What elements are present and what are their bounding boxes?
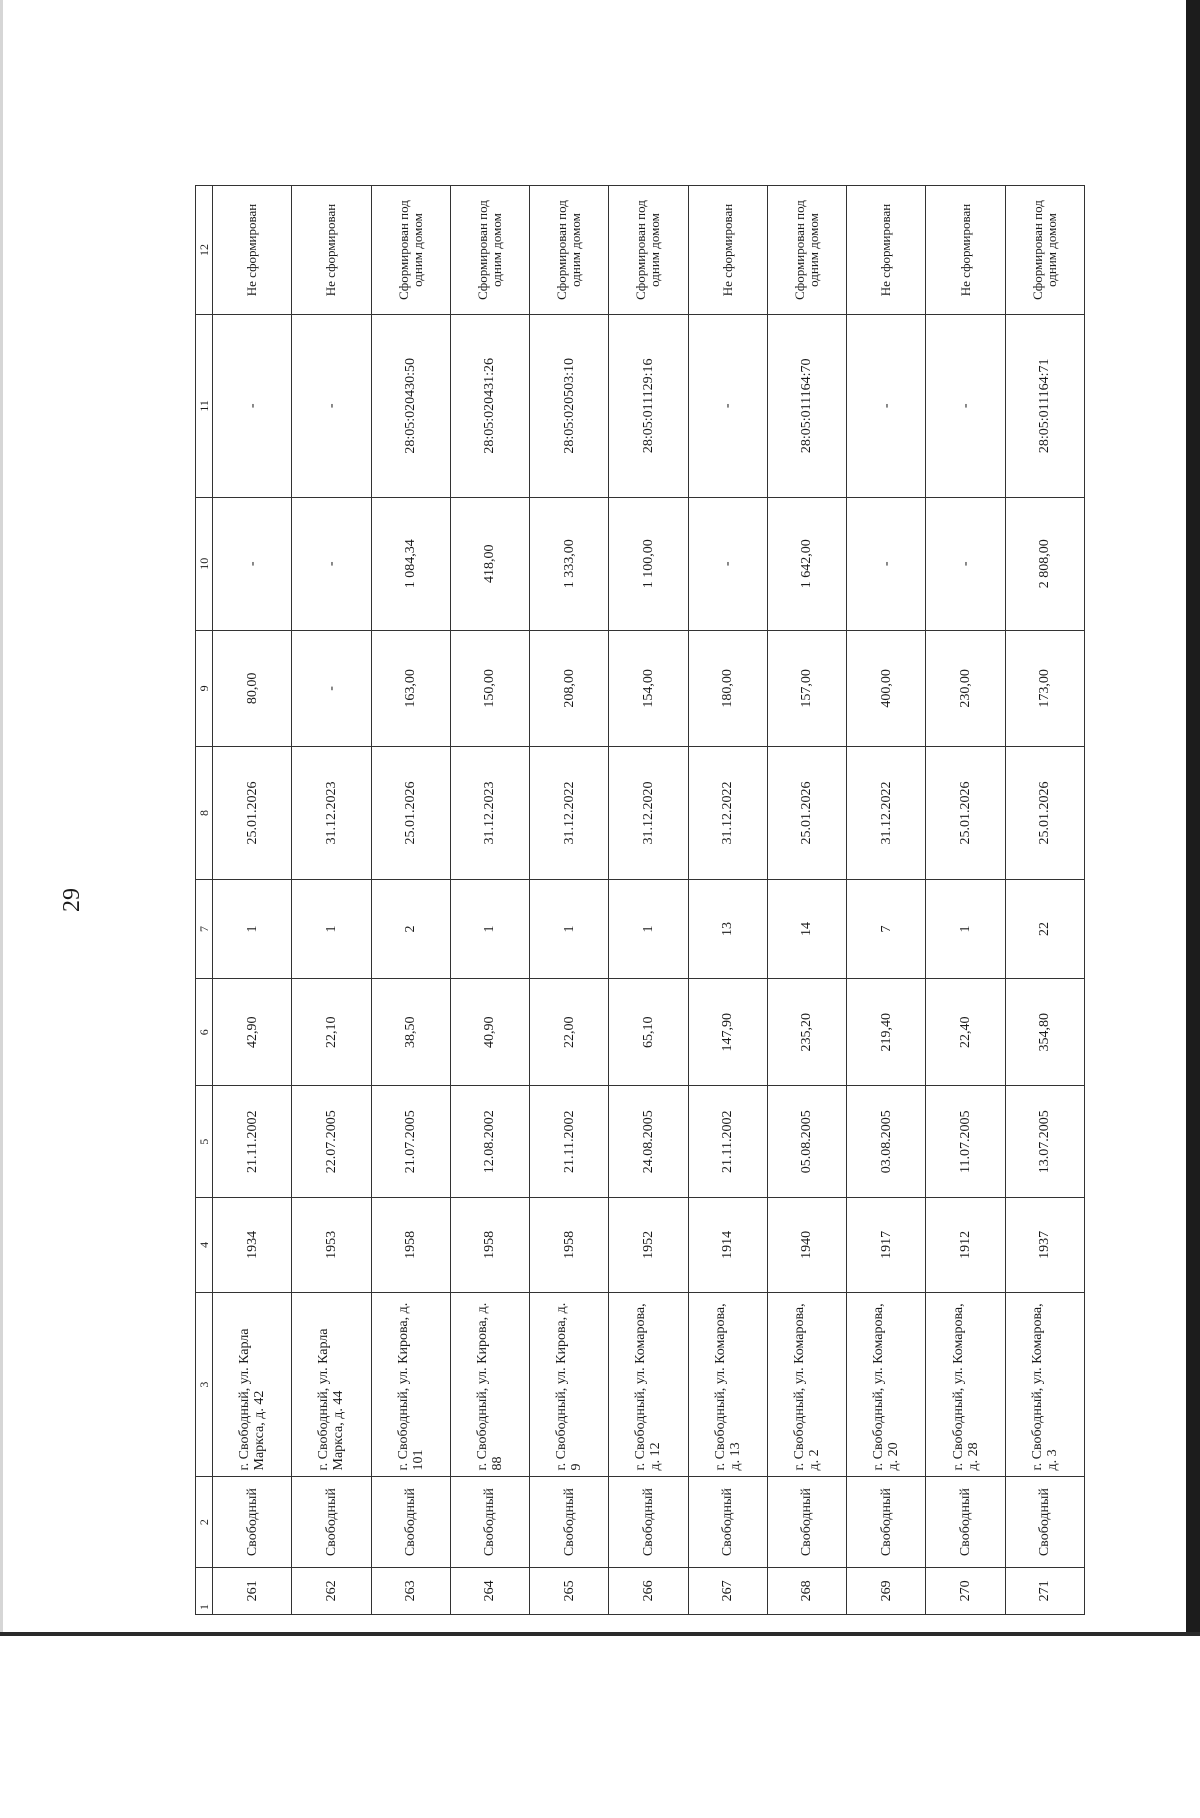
cadastral-area-cell: - bbox=[292, 497, 371, 630]
land-status-cell: Сформирован под одним домом bbox=[530, 186, 609, 315]
cadastral-number-cell: - bbox=[292, 315, 371, 498]
residents-count-cell: 1 bbox=[926, 880, 1005, 979]
table-row bbox=[609, 186, 688, 1615]
row-number-cell: 268 bbox=[767, 1567, 846, 1614]
row-number-cell: 264 bbox=[450, 1567, 529, 1614]
build-year-cell: 1958 bbox=[450, 1198, 529, 1293]
cadastral-number-cell: 28:05:011164:71 bbox=[1005, 315, 1084, 498]
land-area-cell: 157,00 bbox=[767, 630, 846, 746]
cadastral-area-cell: - bbox=[926, 497, 1005, 630]
resettlement-date-cell: 25.01.2026 bbox=[213, 746, 292, 879]
table-row bbox=[530, 186, 609, 1615]
settlement-cell: Свободный bbox=[1005, 1477, 1084, 1567]
area-cell: 354,80 bbox=[1005, 978, 1084, 1085]
table-row bbox=[767, 186, 846, 1615]
resettlement-date-cell: 31.12.2020 bbox=[609, 746, 688, 879]
build-year-cell: 1914 bbox=[688, 1198, 767, 1293]
address-cell: г. Свободный, ул. Комарова, д. 13 bbox=[688, 1292, 767, 1477]
column-header: 1 bbox=[196, 1567, 213, 1614]
resettlement-date-cell: 31.12.2023 bbox=[292, 746, 371, 879]
registration-date-cell: 13.07.2005 bbox=[1005, 1086, 1084, 1198]
column-header: 4 bbox=[196, 1198, 213, 1293]
registration-date-cell: 21.11.2002 bbox=[530, 1086, 609, 1198]
cadastral-area-cell: 1 084,34 bbox=[371, 497, 450, 630]
column-header: 3 bbox=[196, 1292, 213, 1477]
build-year-cell: 1940 bbox=[767, 1198, 846, 1293]
settlement-cell: Свободный bbox=[292, 1477, 371, 1567]
table-row bbox=[688, 186, 767, 1615]
land-area-cell: 154,00 bbox=[609, 630, 688, 746]
resettlement-date-cell: 31.12.2023 bbox=[450, 746, 529, 879]
cadastral-area-cell: 1 642,00 bbox=[767, 497, 846, 630]
build-year-cell: 1934 bbox=[213, 1198, 292, 1293]
area-cell: 40,90 bbox=[450, 978, 529, 1085]
resettlement-date-cell: 25.01.2026 bbox=[767, 746, 846, 879]
column-header: 10 bbox=[196, 497, 213, 630]
resettlement-date-cell: 25.01.2026 bbox=[1005, 746, 1084, 879]
resettlement-date-cell: 25.01.2026 bbox=[371, 746, 450, 879]
table-row bbox=[371, 186, 450, 1615]
area-cell: 219,40 bbox=[847, 978, 926, 1085]
column-header: 6 bbox=[196, 978, 213, 1085]
resettlement-date-cell: 31.12.2022 bbox=[847, 746, 926, 879]
cadastral-area-cell: - bbox=[213, 497, 292, 630]
land-area-cell: 80,00 bbox=[213, 630, 292, 746]
settlement-cell: Свободный bbox=[450, 1477, 529, 1567]
land-status-cell: Не сформирован bbox=[292, 186, 371, 315]
address-cell: г. Свободный, ул. Комарова, д. 2 bbox=[767, 1292, 846, 1477]
row-number-cell: 269 bbox=[847, 1567, 926, 1614]
table-row bbox=[213, 186, 292, 1615]
table-body bbox=[213, 186, 1085, 1615]
page-number: 29 bbox=[59, 888, 85, 912]
land-area-cell: 180,00 bbox=[688, 630, 767, 746]
address-cell: г. Свободный, ул. Карла Маркса, д. 44 bbox=[292, 1292, 371, 1477]
registration-date-cell: 21.11.2002 bbox=[213, 1086, 292, 1198]
residents-count-cell: 13 bbox=[688, 880, 767, 979]
housing-table-wrap bbox=[195, 185, 1085, 1615]
registration-date-cell: 12.08.2002 bbox=[450, 1086, 529, 1198]
column-header: 2 bbox=[196, 1477, 213, 1567]
cadastral-number-cell: 28:05:011164:70 bbox=[767, 315, 846, 498]
residents-count-cell: 2 bbox=[371, 880, 450, 979]
residents-count-cell: 1 bbox=[213, 880, 292, 979]
row-number-cell: 271 bbox=[1005, 1567, 1084, 1614]
cadastral-area-cell: 418,00 bbox=[450, 497, 529, 630]
table-row bbox=[450, 186, 529, 1615]
cadastral-area-cell: 1 333,00 bbox=[530, 497, 609, 630]
land-area-cell: 230,00 bbox=[926, 630, 1005, 746]
cadastral-number-cell: 28:05:020430:50 bbox=[371, 315, 450, 498]
row-number-cell: 270 bbox=[926, 1567, 1005, 1614]
address-cell: г. Свободный, ул. Кирова, д. 101 bbox=[371, 1292, 450, 1477]
registration-date-cell: 21.11.2002 bbox=[688, 1086, 767, 1198]
scan-margin-bottom bbox=[0, 1636, 1200, 1818]
settlement-cell: Свободный bbox=[530, 1477, 609, 1567]
area-cell: 65,10 bbox=[609, 978, 688, 1085]
registration-date-cell: 05.08.2005 bbox=[767, 1086, 846, 1198]
area-cell: 22,00 bbox=[530, 978, 609, 1085]
column-header: 11 bbox=[196, 315, 213, 498]
header-row bbox=[196, 186, 213, 1615]
land-status-cell: Сформирован под одним домом bbox=[450, 186, 529, 315]
residents-count-cell: 1 bbox=[450, 880, 529, 979]
land-status-cell: Не сформирован bbox=[213, 186, 292, 315]
table-row bbox=[1005, 186, 1084, 1615]
area-cell: 22,40 bbox=[926, 978, 1005, 1085]
residents-count-cell: 1 bbox=[292, 880, 371, 979]
row-number-cell: 266 bbox=[609, 1567, 688, 1614]
resettlement-date-cell: 31.12.2022 bbox=[688, 746, 767, 879]
table-row bbox=[292, 186, 371, 1615]
settlement-cell: Свободный bbox=[767, 1477, 846, 1567]
land-status-cell: Сформирован под одним домом bbox=[1005, 186, 1084, 315]
table-row bbox=[926, 186, 1005, 1615]
column-header: 5 bbox=[196, 1086, 213, 1198]
build-year-cell: 1917 bbox=[847, 1198, 926, 1293]
residents-count-cell: 1 bbox=[609, 880, 688, 979]
row-number-cell: 262 bbox=[292, 1567, 371, 1614]
scan-edge-right bbox=[1186, 0, 1200, 1640]
registration-date-cell: 11.07.2005 bbox=[926, 1086, 1005, 1198]
land-area-cell: 163,00 bbox=[371, 630, 450, 746]
address-cell: г. Свободный, ул. Карла Маркса, д. 42 bbox=[213, 1292, 292, 1477]
registration-date-cell: 03.08.2005 bbox=[847, 1086, 926, 1198]
land-status-cell: Сформирован под одним домом bbox=[767, 186, 846, 315]
land-status-cell: Не сформирован bbox=[847, 186, 926, 315]
residents-count-cell: 1 bbox=[530, 880, 609, 979]
cadastral-number-cell: 28:05:020503:10 bbox=[530, 315, 609, 498]
land-area-cell: 208,00 bbox=[530, 630, 609, 746]
settlement-cell: Свободный bbox=[688, 1477, 767, 1567]
table-row bbox=[847, 186, 926, 1615]
land-status-cell: Сформирован под одним домом bbox=[609, 186, 688, 315]
address-cell: г. Свободный, ул. Комарова, д. 3 bbox=[1005, 1292, 1084, 1477]
row-number-cell: 263 bbox=[371, 1567, 450, 1614]
residents-count-cell: 7 bbox=[847, 880, 926, 979]
address-cell: г. Свободный, ул. Комарова, д. 28 bbox=[926, 1292, 1005, 1477]
land-status-cell: Сформирован под одним домом bbox=[371, 186, 450, 315]
row-number-cell: 265 bbox=[530, 1567, 609, 1614]
build-year-cell: 1958 bbox=[371, 1198, 450, 1293]
registration-date-cell: 22.07.2005 bbox=[292, 1086, 371, 1198]
column-header: 9 bbox=[196, 630, 213, 746]
cadastral-area-cell: - bbox=[847, 497, 926, 630]
resettlement-date-cell: 25.01.2026 bbox=[926, 746, 1005, 879]
build-year-cell: 1937 bbox=[1005, 1198, 1084, 1293]
build-year-cell: 1958 bbox=[530, 1198, 609, 1293]
area-cell: 22,10 bbox=[292, 978, 371, 1085]
row-number-cell: 261 bbox=[213, 1567, 292, 1614]
address-cell: г. Свободный, ул. Кирова, д. 9 bbox=[530, 1292, 609, 1477]
cadastral-number-cell: - bbox=[213, 315, 292, 498]
cadastral-number-cell: - bbox=[688, 315, 767, 498]
address-cell: г. Свободный, ул. Комарова, д. 12 bbox=[609, 1292, 688, 1477]
land-area-cell: 400,00 bbox=[847, 630, 926, 746]
row-number-cell: 267 bbox=[688, 1567, 767, 1614]
column-header: 8 bbox=[196, 746, 213, 879]
residents-count-cell: 14 bbox=[767, 880, 846, 979]
cadastral-number-cell: 28:05:011129:16 bbox=[609, 315, 688, 498]
build-year-cell: 1912 bbox=[926, 1198, 1005, 1293]
column-header: 12 bbox=[196, 186, 213, 315]
cadastral-number-cell: - bbox=[847, 315, 926, 498]
registration-date-cell: 24.08.2005 bbox=[609, 1086, 688, 1198]
area-cell: 235,20 bbox=[767, 978, 846, 1085]
land-status-cell: Не сформирован bbox=[926, 186, 1005, 315]
land-area-cell: 173,00 bbox=[1005, 630, 1084, 746]
resettlement-date-cell: 31.12.2022 bbox=[530, 746, 609, 879]
build-year-cell: 1953 bbox=[292, 1198, 371, 1293]
cadastral-area-cell: 1 100,00 bbox=[609, 497, 688, 630]
registration-date-cell: 21.07.2005 bbox=[371, 1086, 450, 1198]
area-cell: 147,90 bbox=[688, 978, 767, 1085]
cadastral-area-cell: 2 808,00 bbox=[1005, 497, 1084, 630]
scan-edge-left bbox=[0, 0, 3, 1634]
settlement-cell: Свободный bbox=[926, 1477, 1005, 1567]
land-status-cell: Не сформирован bbox=[688, 186, 767, 315]
area-cell: 38,50 bbox=[371, 978, 450, 1085]
area-cell: 42,90 bbox=[213, 978, 292, 1085]
build-year-cell: 1952 bbox=[609, 1198, 688, 1293]
settlement-cell: Свободный bbox=[371, 1477, 450, 1567]
settlement-cell: Свободный bbox=[847, 1477, 926, 1567]
address-cell: г. Свободный, ул. Комарова, д. 20 bbox=[847, 1292, 926, 1477]
settlement-cell: Свободный bbox=[213, 1477, 292, 1567]
housing-table bbox=[195, 185, 1085, 1615]
residents-count-cell: 22 bbox=[1005, 880, 1084, 979]
column-header: 7 bbox=[196, 880, 213, 979]
cadastral-number-cell: 28:05:020431:26 bbox=[450, 315, 529, 498]
settlement-cell: Свободный bbox=[609, 1477, 688, 1567]
cadastral-area-cell: - bbox=[688, 497, 767, 630]
land-area-cell: 150,00 bbox=[450, 630, 529, 746]
land-area-cell: - bbox=[292, 630, 371, 746]
cadastral-number-cell: - bbox=[926, 315, 1005, 498]
address-cell: г. Свободный, ул. Кирова, д. 88 bbox=[450, 1292, 529, 1477]
